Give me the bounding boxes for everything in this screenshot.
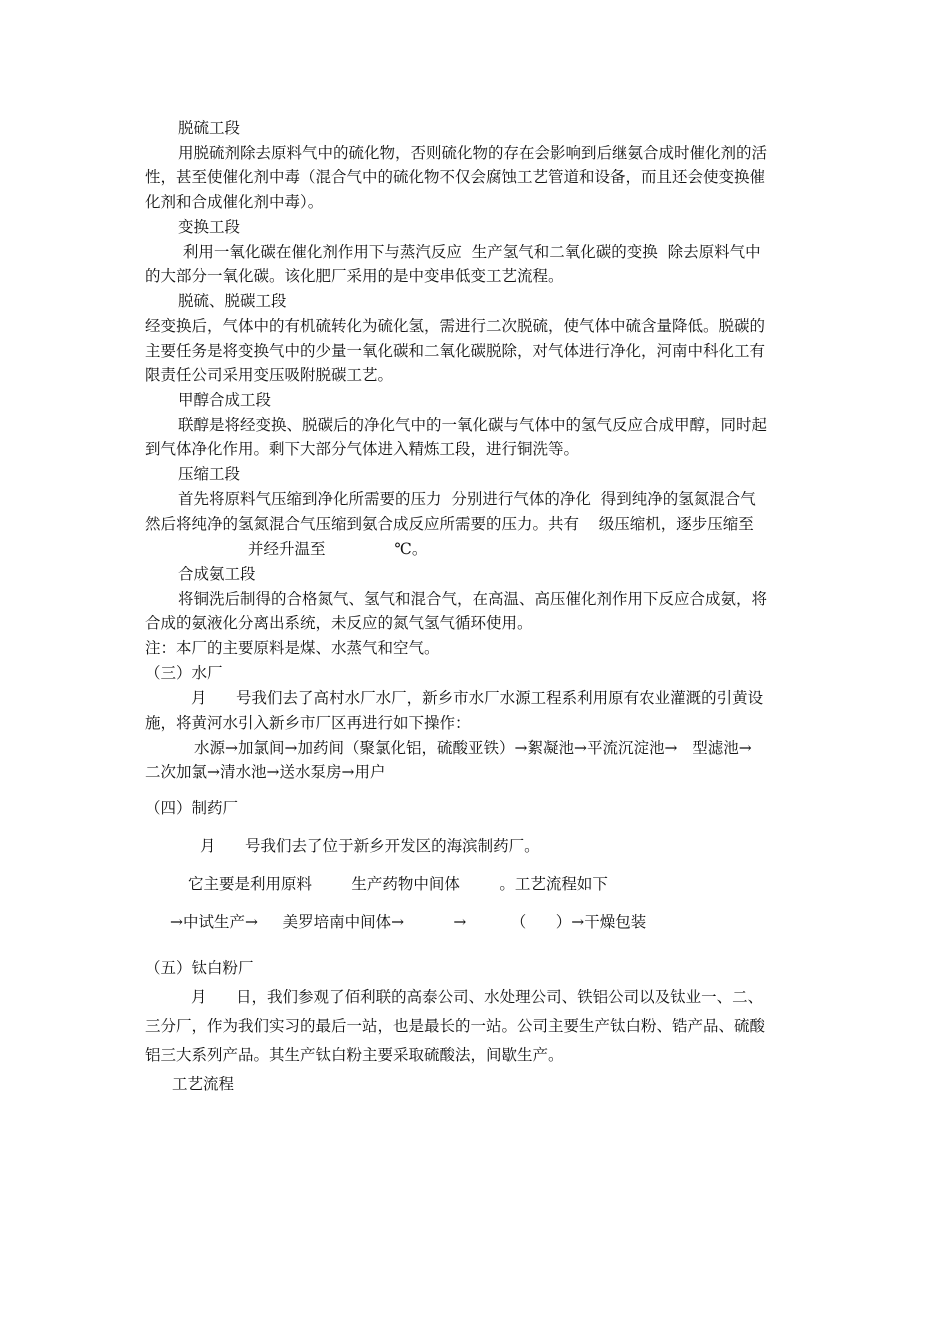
paragraph-line: 化剂和合成催化剂中毒）。 [145, 193, 324, 211]
section-heading-water-plant: （三）水厂 [145, 664, 223, 682]
process-flow-line: 水源→加氯间→加药间（聚氯化铝，硫酸亚铁）→絮凝池→平流沉淀池→ 型滤池→ [194, 739, 752, 757]
section-heading-titanium-plant: （五）钛白粉厂 [145, 959, 254, 977]
paragraph-line: 将铜洗后制得的合格氮气、氢气和混合气，在高温、高压催化剂作用下反应合成氨，将 [178, 590, 768, 608]
process-label: 工艺流程 [172, 1075, 235, 1093]
paragraph-line: 它主要是利用原料 生产药物中间体 。工艺流程如下 [188, 875, 608, 893]
paragraph-line: 三分厂，作为我们实习的最后一站，也是最长的一站。公司主要生产钛白粉、锆产品、硫酸 [145, 1017, 766, 1035]
paragraph-line: 月 日，我们参观了佰利联的高泰公司、水处理公司、铁铝公司以及钛业一、二、 [191, 988, 764, 1006]
paragraph-line: 的大部分一氧化碳。该化肥厂采用的是中变串低变工艺流程。 [145, 267, 564, 285]
section-heading-pharma-plant: （四）制药厂 [145, 799, 239, 817]
paragraph-line: 合成的氨液化分离出系统，未反应的氮气氢气循环使用。 [145, 614, 533, 632]
paragraph-line: 联醇是将经变换、脱碳后的净化气中的一氧化碳与气体中的氢气反应合成甲醇，同时起 [178, 416, 768, 434]
note-line: 注：本厂的主要原料是煤、水蒸气和空气。 [145, 639, 440, 657]
paragraph-line: 施，将黄河水引入新乡市厂区再进行如下操作： [145, 714, 471, 732]
paragraph-line: 月 号我们去了高村水厂水厂，新乡市水厂水源工程系利用原有农业灌溉的引黄设 [191, 689, 764, 707]
paragraph-line: 主要任务是将变换气中的少量一氧化碳和二氧化碳脱除，对气体进行净化，河南中科化工有 [145, 342, 766, 360]
paragraph-line: 首先将原料气压缩到净化所需要的压力 分别进行气体的净化 得到纯净的氢氮混合气 [178, 490, 756, 508]
section-heading-desulfurization: 脱硫工段 [178, 119, 241, 137]
paragraph-line: 然后将纯净的氢氮混合气压缩到氨合成反应所需要的压力。共有 级压缩机，逐步压缩至 [145, 515, 754, 533]
section-heading-ammonia: 合成氨工段 [178, 565, 256, 583]
paragraph-line: 并经升温至 ℃。 [248, 540, 428, 558]
paragraph-line: 限责任公司采用变压吸附脱碳工艺。 [145, 366, 394, 384]
paragraph-line: 利用一氧化碳在催化剂作用下与蒸汽反应 生产氢气和二氧化碳的变换 除去原料气中 [178, 243, 761, 261]
process-flow-line: 二次加氯→清水池→送水泵房→用户 [145, 763, 386, 781]
section-heading-decarbonization: 脱硫、脱碳工段 [178, 292, 287, 310]
paragraph-line: 性，甚至使催化剂中毒（混合气中的硫化物不仅会腐蚀工艺管道和设备，而且还会使变换催 [145, 168, 766, 186]
paragraph-line: 月 号我们去了位于新乡开发区的海滨制药厂。 [200, 837, 540, 855]
paragraph-line: 铝三大系列产品。其生产钛白粉主要采取硫酸法，间歇生产。 [145, 1046, 564, 1064]
paragraph-line: 用脱硫剂除去原料气中的硫化物，否则硫化物的存在会影响到后继氨合成时催化剂的活 [178, 144, 768, 162]
paragraph-line: 到气体净化作用。剩下大部分气体进入精炼工段，进行铜洗等。 [145, 440, 580, 458]
section-heading-shift: 变换工段 [178, 218, 241, 236]
section-heading-methanol: 甲醇合成工段 [178, 391, 272, 409]
process-flow-line: →中试生产→ 美罗培南中间体→ → （ ）→干燥包装 [170, 913, 647, 931]
paragraph-line: 经变换后，气体中的有机硫转化为硫化氢，需进行二次脱硫，使气体中硫含量降低。脱碳的 [145, 317, 766, 335]
section-heading-compression: 压缩工段 [178, 465, 241, 483]
